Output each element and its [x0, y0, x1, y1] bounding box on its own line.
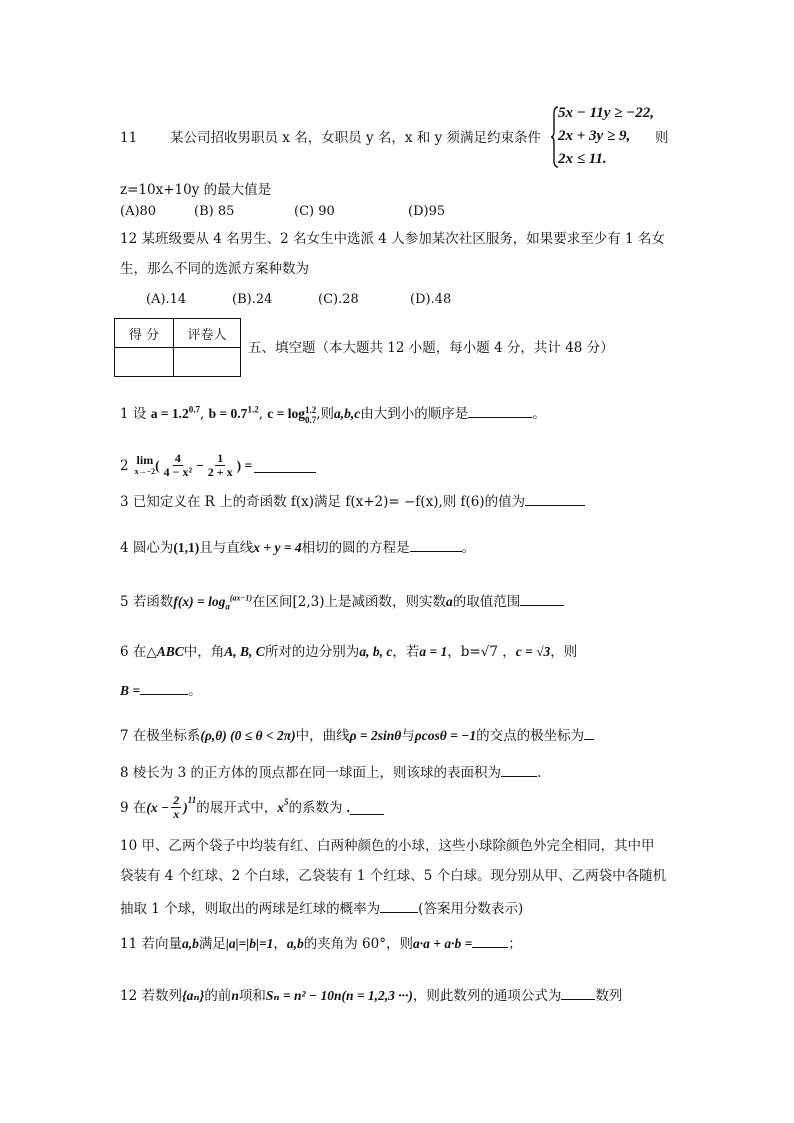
fill-10-answer[interactable] — [380, 898, 418, 913]
fill-8: 8 棱长为 3 的正方体的顶点都在同一球面上，则该球的表面积为 . — [120, 762, 541, 782]
grader-header: 评卷人 — [174, 319, 241, 348]
fill-12-answer[interactable] — [561, 985, 595, 1000]
section-heading: 五、填空题（本大题共 12 小题，每小题 4 分，共计 48 分） — [248, 340, 614, 356]
fill-7: 7 在极坐标系(ρ,θ) (0 ≤ θ < 2π)中，曲线ρ = 2sinθ与ρcosθ = −1的交点的极坐标为 — [120, 725, 594, 745]
q11-options — [120, 203, 445, 221]
q12-option-c: (C).28 — [318, 292, 359, 307]
fill-2-frac-1: $\frac{4}{\text{4 − x²}}$ — [163, 451, 193, 479]
fill-10-line-1: 10 甲、乙两个袋子中均装有红、白两种颜色的小球，这些小球除颜色外完全相同，其中甲 — [120, 838, 655, 854]
q11-continuation: z=10x+10y 的最大值是 — [120, 182, 272, 198]
constraint-1: 5x − 11y ≥ −22, — [558, 105, 654, 121]
fill-7-answer[interactable] — [584, 725, 594, 740]
fill-2-limit: lim x→−2 — [134, 452, 156, 476]
q12-options — [146, 291, 451, 309]
fill-6-answer[interactable] — [140, 680, 188, 695]
fill-2-answer[interactable] — [254, 458, 316, 473]
q11-option-d: (D)95 — [408, 204, 446, 219]
grader-cell[interactable] — [174, 348, 241, 377]
score-cell[interactable] — [115, 348, 174, 377]
q11-option-a: (A)80 — [120, 204, 157, 219]
fill-5: 5 若函数$f(x) = \log_a^{(ax-1)}$在区间[2,3)上是减函数，则实数a的取值范围 — [120, 591, 564, 611]
q11-option-b: (B) 85 — [194, 204, 235, 219]
fill-1-b: $b = 0.7^{1.2}$ — [208, 404, 259, 421]
fill-5-answer[interactable] — [520, 591, 564, 606]
fill-11-answer[interactable] — [472, 933, 508, 948]
q11-then: 则 — [655, 130, 669, 146]
fill-1-c: c = log 1.2 0.7 — [267, 404, 317, 425]
fill-1-answer[interactable] — [468, 403, 532, 418]
constraint-system — [558, 102, 654, 171]
score-table — [114, 318, 241, 377]
q11-number: 11 — [120, 130, 138, 146]
fill-6-line-2: B = 。 — [120, 680, 202, 700]
fill-3-answer[interactable] — [525, 491, 585, 506]
fill-1-a: $a = 1.2^{0.7}$ — [150, 404, 201, 421]
fill-1-abc: a,b,c — [334, 406, 361, 421]
q12-option-b: (B).24 — [232, 292, 273, 307]
fill-1-post: 由大到小的顺序是 — [360, 406, 469, 422]
fill-9-answer[interactable] — [350, 800, 384, 815]
score-header: 得 分 — [115, 319, 174, 348]
fill-8-answer[interactable] — [501, 762, 537, 777]
q12-option-a: (A).14 — [146, 292, 187, 307]
fill-9: 9 在 (x − $\frac{2}{x}$ ) $^{11}$ 的展开式中， x $^5$ 的系数为 . — [120, 794, 384, 821]
fill-4: 4 圆心为(1,1)且与直线x + y = 4相切的圆的方程是 。 — [120, 537, 475, 557]
fill-10-line-3: 抽取 1 个球，则取出的两球是红球的概率为 (答案用分数表示) — [120, 898, 523, 918]
q11-text: 某公司招收男职员 x 名，女职员 y 名，x 和 y 须满足约束条件 — [170, 130, 542, 146]
fill-11: 11 若向量a,b满足|a|=|b|=1，a,b的夹角为 60°，则a·a + a·b = ； — [120, 933, 522, 953]
fill-2: 2 lim x→−2 ( $\frac{4}{\text{4 − x²}}$ − $\frac{1}{2 + x}$ ) = — [120, 452, 316, 479]
q12-option-d: (D).48 — [410, 292, 452, 307]
fill-2-frac-2: $\frac{1}{2 + x}$ — [207, 451, 233, 479]
fill-4-answer[interactable] — [410, 537, 462, 552]
fill-10-line-2: 袋装有 4 个红球、2 个白球，乙袋装有 1 个红球、5 个白球。现分别从甲、乙两袋中各随机 — [120, 868, 667, 884]
fill-1: 1 设 $a = 1.2^{0.7}$, $b = 0.7^{1.2}$, c = log 1.2 0.7 ,则a,b,c由大到小的顺序是 。 — [120, 404, 546, 425]
fill-12: 12 若数列{aₙ}的前n项和Sₙ = n² − 10n(n = 1,2,3 ···)，则此数列的通项公式为 数列 — [120, 985, 622, 1005]
fill-1-pre: 1 设 — [120, 406, 147, 422]
fill-9-frac: $\frac{2}{x}$ — [173, 793, 180, 821]
constraint-3: 2x ≤ 11. — [558, 151, 607, 167]
fill-3: 3 已知定义在 R 上的奇函数 f(x)满足 f(x+2)= −f(x),则 f(6)的值为 — [120, 491, 585, 511]
constraint-2: 2x + 3y ≥ 9, — [558, 128, 631, 144]
q12-line-2: 生，那么不同的选派方案种数为 — [120, 261, 309, 277]
q11-option-c: (C) 90 — [294, 204, 335, 219]
fill-6: 6 在△ABC中，角A, B, C所对的边分别为a, b, c，若a = 1，b=√7 ，c = √3，则 — [120, 644, 578, 660]
q12-line-1: 12 某班级要从 4 名男生、2 名女生中选派 4 人参加某次社区服务，如果要求至少有 1 名女 — [120, 231, 665, 247]
